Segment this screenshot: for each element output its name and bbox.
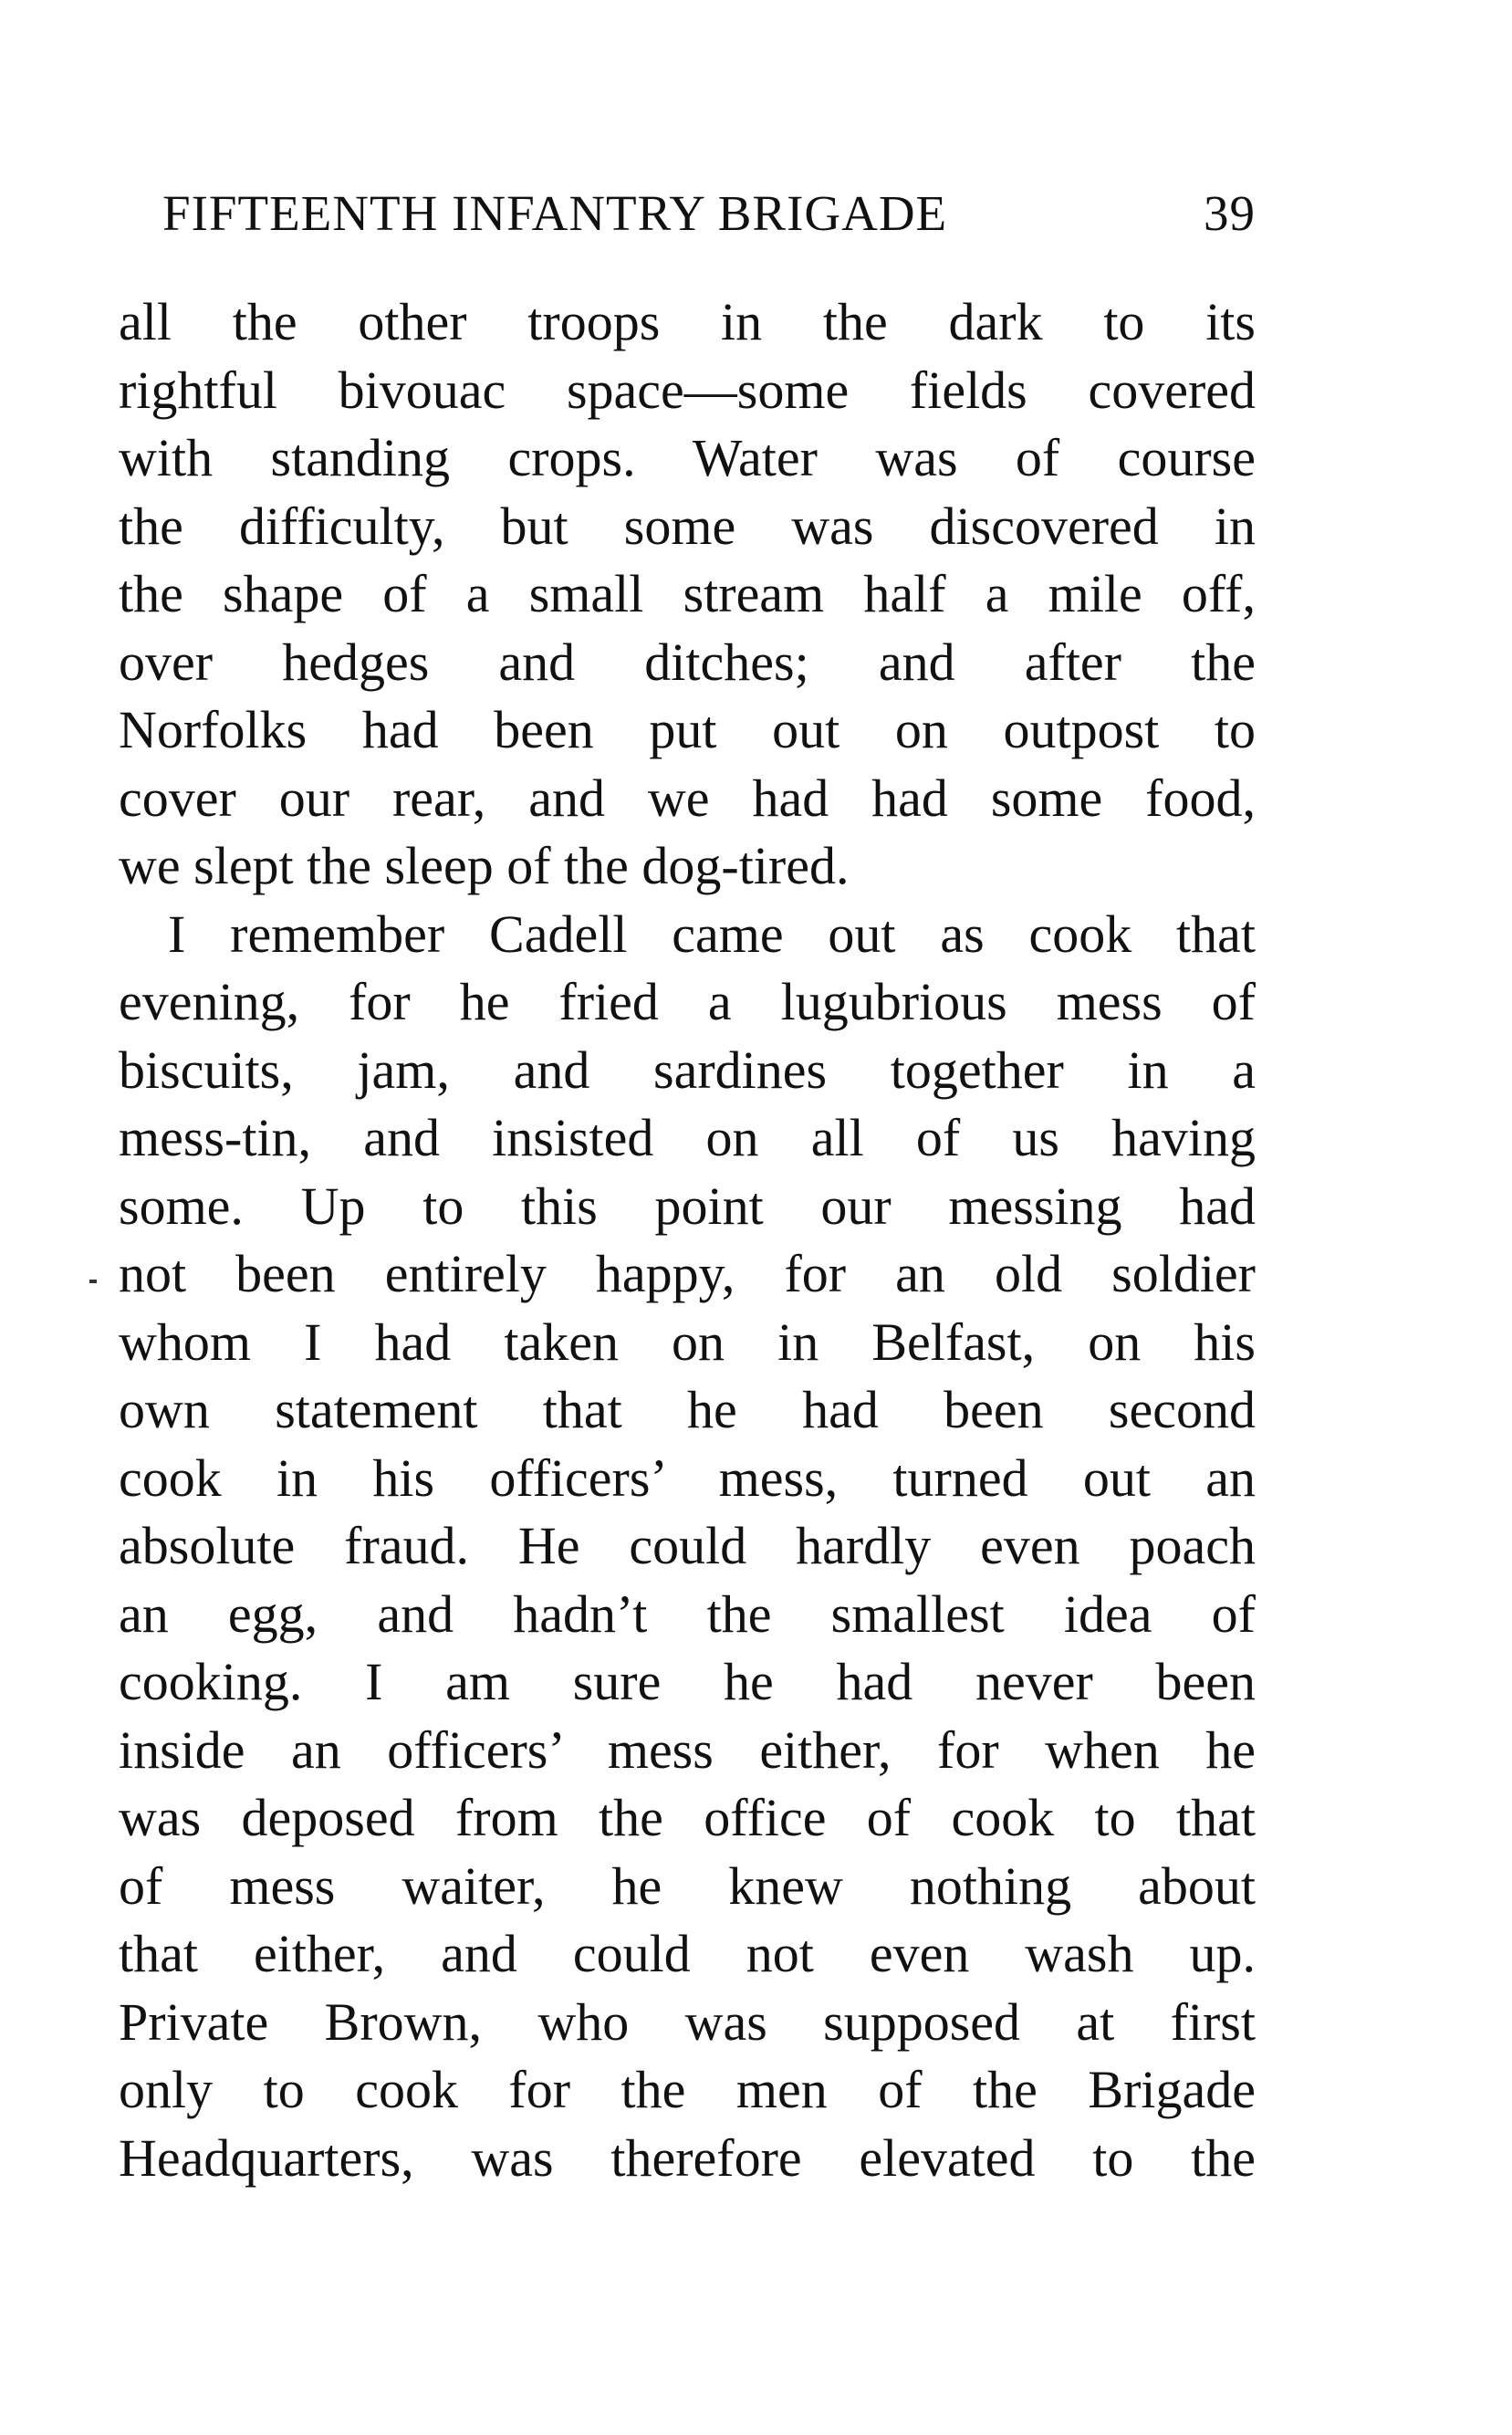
text-line: cover our rear, and we had had some food,	[119, 768, 1256, 828]
text-line: biscuits, jam, and sardines together in a	[119, 1040, 1256, 1100]
text-line: rightful bivouac space—some fields covered	[119, 360, 1256, 420]
text-line: only to cook for the men of the Brigade	[119, 2060, 1256, 2119]
text-line: Norfolks had been put out on outpost to	[119, 700, 1256, 759]
text-line: not been entirely happy, for an old soldier	[119, 1244, 1256, 1303]
text-line: evening, for he fried a lugubrious mess of	[119, 972, 1256, 1031]
running-head	[162, 176, 1256, 249]
text-line: cooking. I am sure he had never been	[119, 1652, 1256, 1711]
text-line: some. Up to this point our messing had	[119, 1176, 1256, 1236]
text-line: inside an officers’ mess either, for when he	[119, 1719, 1256, 1780]
text-line: we slept the sleep of the dog-tired.	[119, 836, 850, 895]
text-line: the difficulty, but some was discovered in	[119, 496, 1256, 556]
text-line: own statement that he had been second	[119, 1380, 1256, 1439]
text-line: whom I had taken on in Belfast, on his	[119, 1312, 1256, 1372]
text-line: mess-tin, and insisted on all of us having	[119, 1108, 1256, 1167]
text-line: I remember Cadell came out as cook that	[168, 904, 1256, 964]
text-line: with standing crops. Water was of course	[119, 428, 1256, 487]
text-line: Private Brown, who was supposed at first	[119, 1991, 1256, 2052]
running-title: FIFTEENTH INFANTRY BRIGADE	[162, 184, 948, 241]
text-line: that either, and could not even wash up.	[119, 1924, 1256, 1983]
text-line: the shape of a small stream half a mile off,	[119, 564, 1256, 623]
page-number: 39	[1204, 184, 1256, 241]
text-line: cook in his officers’ mess, turned out an	[119, 1447, 1256, 1508]
text-line: over hedges and ditches; and after the	[119, 632, 1256, 692]
text-line: Headquarters, was therefore elevated to the	[119, 2127, 1256, 2188]
text-line: was deposed from the office of cook to that	[119, 1788, 1256, 1847]
text-line: of mess waiter, he knew nothing about	[119, 1855, 1256, 1916]
body-text	[119, 288, 1256, 2192]
margin-mark	[89, 1280, 97, 1283]
text-line: an egg, and hadn’t the smallest idea of	[119, 1583, 1256, 1644]
text-line: absolute fraud. He could hardly even poach	[119, 1516, 1256, 1575]
text-line: all the other troops in the dark to its	[119, 292, 1256, 351]
